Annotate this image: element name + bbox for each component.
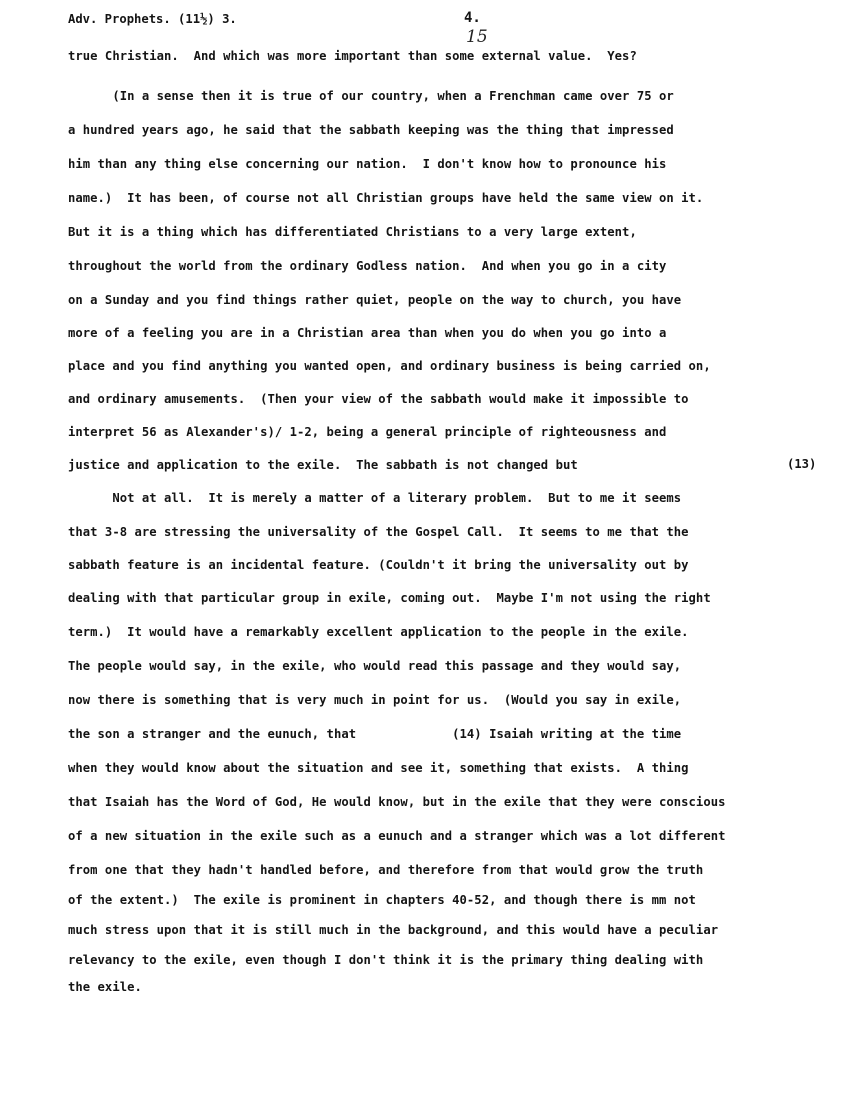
text-line: from one that they hadn't handled before, and therefore from that would grow the truth bbox=[68, 863, 704, 877]
text-line: (In a sense then it is true of our country, when a Frenchman came over 75 or bbox=[68, 89, 674, 103]
text-line: that 3-8 are stressing the universality of the Gospel Call. It seems to me that the bbox=[68, 525, 689, 539]
text-line: true Christian. And which was more important than some external value. Yes? bbox=[68, 49, 637, 63]
text-line: now there is something that is very much in point for us. (Would you say in exile, bbox=[68, 693, 682, 707]
text-line: name.) It has been, of course not all Christian groups have held the same view on it. bbox=[68, 191, 704, 205]
handwritten-page-number: 15 bbox=[466, 27, 488, 47]
text-line: throughout the world from the ordinary Godless nation. And when you go in a city bbox=[68, 259, 667, 273]
text-line: interpret 56 as Alexander's)/ 1-2, being a general principle of righteousness and bbox=[68, 425, 667, 439]
text-line: that Isaiah has the Word of God, He would know, but in the exile that they were conscious bbox=[68, 795, 726, 809]
header-title: Adv. Prophets. (11½) 3. bbox=[68, 12, 237, 26]
text-line: him than any thing else concerning our nation. I don't know how to pronounce his bbox=[68, 157, 667, 171]
text-line: But it is a thing which has differentiated Christians to a very large extent, bbox=[68, 225, 637, 239]
text-line: term.) It would have a remarkably excellent application to the people in the exile. bbox=[68, 625, 689, 639]
text-line: justice and application to the exile. The sabbath is not changed but bbox=[68, 458, 578, 472]
text-line: on a Sunday and you find things rather quiet, people on the way to church, you have bbox=[68, 293, 682, 307]
text-line: relevancy to the exile, even though I don't think it is the primary thing dealing with bbox=[68, 953, 704, 967]
text-line: The people would say, in the exile, who would read this passage and they would say, bbox=[68, 659, 682, 673]
text-line: of a new situation in the exile such as a eunuch and a stranger which was a lot different bbox=[68, 829, 726, 843]
text-line: much stress upon that it is still much in the background, and this would have a peculiar bbox=[68, 923, 719, 937]
text-line: more of a feeling you are in a Christian area than when you do when you go into a bbox=[68, 326, 667, 340]
text-line: the exile. bbox=[68, 980, 142, 994]
text-line: sabbath feature is an incidental feature. (Couldn't it bring the universality out by bbox=[68, 558, 689, 572]
text-line: the son a stranger and the eunuch, that (14) Isaiah writing at the time bbox=[68, 727, 682, 741]
text-line: place and you find anything you wanted open, and ordinary business is being carried on, bbox=[68, 359, 711, 373]
text-line: Not at all. It is merely a matter of a literary problem. But to me it seems bbox=[68, 491, 682, 505]
text-line: a hundred years ago, he said that the sabbath keeping was the thing that impressed bbox=[68, 123, 674, 137]
page-number: 4. bbox=[464, 10, 481, 26]
margin-note: (13) bbox=[787, 457, 817, 471]
text-line: dealing with that particular group in exile, coming out. Maybe I'm not using the right bbox=[68, 591, 711, 605]
text-line: and ordinary amusements. (Then your view of the sabbath would make it impossible to bbox=[68, 392, 689, 406]
text-line: when they would know about the situation and see it, something that exists. A thing bbox=[68, 761, 689, 775]
text-line: of the extent.) The exile is prominent in chapters 40-52, and though there is mm not bbox=[68, 893, 696, 907]
